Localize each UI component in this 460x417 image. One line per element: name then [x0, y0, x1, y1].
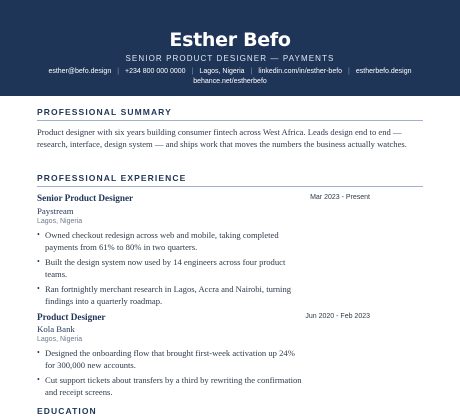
contact-phone[interactable]: +234 800 000 0000 — [125, 68, 186, 75]
list-item: • Designed the onboarding flow that brought first-week activation up 24% for 300,000 new accounts. — [37, 347, 307, 371]
job-bullets — [37, 229, 307, 311]
job-location: Lagos, Nigeria — [37, 218, 83, 225]
summary-text: Product designer with six years building consumer fintech across West Africa. Leads design end to end — research, interface, design system — and ships work that moves the numbers the business actually watches. — [37, 127, 407, 150]
contact-email[interactable]: esther@befo.design — [48, 68, 112, 75]
job-dates: Mar 2023 - Present — [310, 194, 370, 201]
job-title: Product Designer — [37, 312, 106, 322]
job-company: Paystream — [37, 206, 74, 216]
job-title: Senior Product Designer — [37, 193, 134, 203]
contact-linkedin[interactable]: linkedin.com/in/esther-befo — [258, 68, 343, 75]
contact-separator: | — [191, 68, 194, 75]
candidate-role: SENIOR PRODUCT DESIGNER — PAYMENTS — [125, 54, 335, 63]
contact-separator: | — [117, 68, 120, 75]
contact-separator: | — [250, 68, 253, 75]
experience-heading: PROFESSIONAL EXPERIENCE — [37, 173, 187, 183]
list-item: • Built the design system now used by 14 engineers across four product teams. — [37, 256, 307, 280]
job-company: Kola Bank — [37, 324, 75, 334]
job-bullets — [37, 347, 307, 401]
contact-location: Lagos, Nigeria — [199, 68, 245, 75]
resume-header — [0, 0, 460, 96]
job-dates: Jun 2020 - Feb 2023 — [305, 313, 370, 320]
contact-website[interactable]: estherbefo.design — [355, 68, 412, 75]
candidate-name: Esther Befo — [169, 29, 291, 51]
list-item: • Owned checkout redesign across web and mobile, taking completed payments from 61% to 80% in two quarters. — [37, 229, 307, 253]
summary-heading: PROFESSIONAL SUMMARY — [37, 107, 172, 117]
experience-divider — [37, 186, 423, 187]
summary-divider — [37, 120, 423, 121]
contact-behance[interactable]: behance.net/estherbefo — [193, 78, 267, 85]
contact-line — [40, 67, 420, 87]
education-heading: EDUCATION — [37, 406, 97, 416]
list-item: • Ran fortnightly merchant research in Lagos, Accra and Nairobi, turning findings into a quarterly roadmap. — [37, 283, 307, 307]
list-item: • Cut support tickets about transfers by a third by rewriting the confirmation and receipt screens. — [37, 374, 307, 398]
job-location: Lagos, Nigeria — [37, 336, 83, 343]
contact-separator: | — [348, 68, 350, 75]
